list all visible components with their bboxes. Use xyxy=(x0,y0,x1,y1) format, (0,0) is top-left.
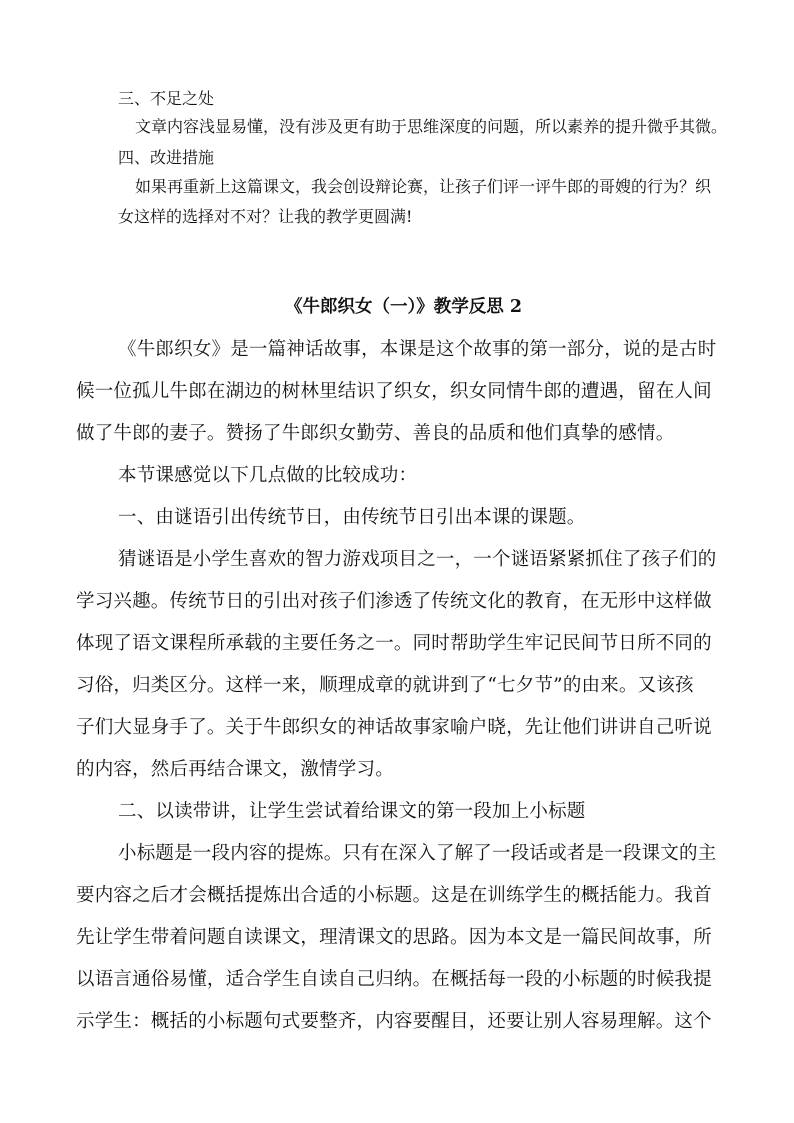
body-line: 小标题是一段内容的提炼。只有在深入了解了一段话或者是一段课文的主 xyxy=(118,843,717,864)
body-line: 先让学生带着问题自读课文，理清课文的思路。因为本文是一篇民间故事，所 xyxy=(76,927,712,948)
body-line: 一、由谜语引出传统节日，由传统节日引出本课的课题。 xyxy=(118,507,586,528)
body-line: 做了牛郎的妻子。赞扬了牛郎织女勤劳、善良的品质和他们真挚的感情。 xyxy=(76,423,675,444)
paragraph-shortcomings: 文章内容浅显易懂，没有涉及更有助于思维深度的问题，所以素养的提升微乎其微。 xyxy=(135,117,728,136)
body-line: 要内容之后才会概括提炼出合适的小标题。这是在训练学生的概括能力。我首 xyxy=(76,885,712,906)
body-line: 习俗，归类区分。这样一来，顺理成章的就讲到了“七夕节”的由来。又该孩 xyxy=(76,675,694,696)
body-line: 体现了语文课程所承载的主要任务之一。同时帮助学生牢记民间节日所不同的 xyxy=(76,633,712,654)
body-line: 子们大显身手了。关于牛郎织女的神话故事家喻户晓，先让他们讲讲自己听说 xyxy=(76,717,712,738)
body-line: 示学生：概括的小标题句式要整齐，内容要醒目，还要让别人容易理解。这个 xyxy=(76,1011,712,1032)
paragraph-improvements-line1: 如果再重新上这篇课文，我会创设辩论赛，让孩子们评一评牛郎的哥嫂的行为？织 xyxy=(135,177,712,196)
body-line: 二、以读带讲，让学生尝试着给课文的第一段加上小标题 xyxy=(118,801,586,822)
body-line: 候一位孤儿牛郎在湖边的树林里结识了织女，织女同情牛郎的遭遇，留在人间 xyxy=(76,381,712,402)
body-line: 猜谜语是小学生喜欢的智力游戏项目之一，一个谜语紧紧抓住了孩子们的 xyxy=(118,549,717,570)
document-title: 《牛郎织女（一）》教学反思 2 xyxy=(285,297,523,317)
body-line: 《牛郎织女》是一篇神话故事，本课是这个故事的第一部分，说的是古时 xyxy=(118,339,717,360)
body-line: 的内容，然后再结合课文，激情学习。 xyxy=(76,759,394,780)
paragraph-improvements-line2: 女这样的选择对不对？让我的教学更圆满! xyxy=(118,207,413,226)
body-line: 学习兴趣。传统节日的引出对孩子们渗透了传统文化的教育，在无形中这样做 xyxy=(76,591,712,612)
body-line: 以语言通俗易懂，适合学生自读自己归纳。在概括每一段的小标题的时候我提 xyxy=(76,969,712,990)
section-heading-improvements: 四、改进措施 xyxy=(118,148,215,167)
body-line: 本节课感觉以下几点做的比较成功： xyxy=(118,465,418,486)
section-heading-shortcomings: 三、不足之处 xyxy=(118,89,215,108)
